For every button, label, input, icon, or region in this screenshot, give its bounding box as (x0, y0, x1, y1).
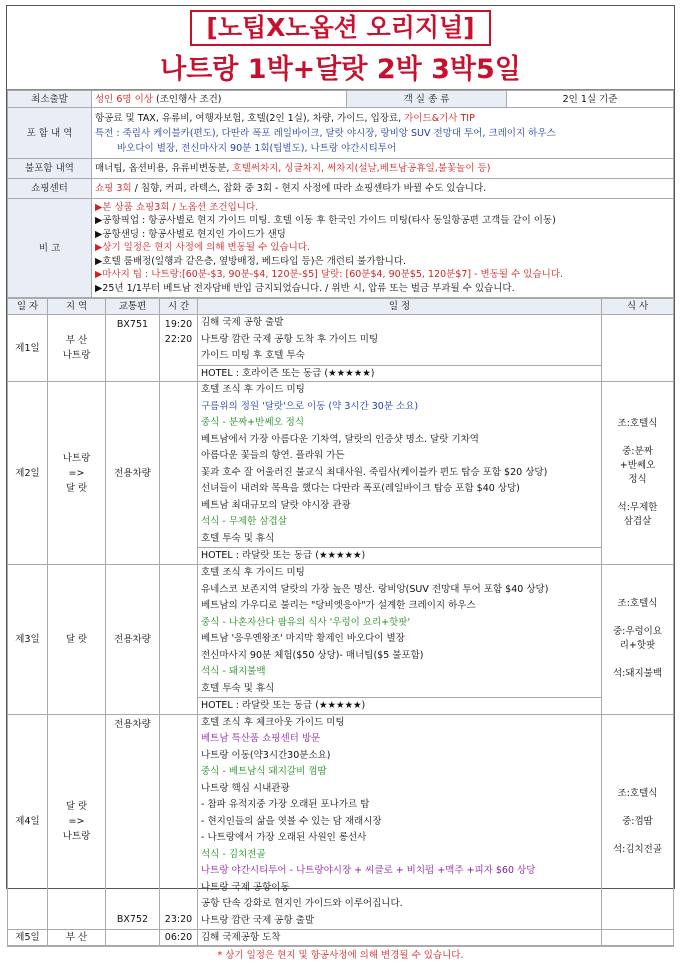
day1-hotel: HOTEL : 호라이즌 또는 동급 (★★★★★) (198, 365, 601, 382)
title-banner (7, 6, 674, 90)
day5-row (8, 930, 674, 946)
day5-schedule: 김해 국제공항 도착 (198, 930, 602, 946)
day3-transport: 전용차량 (106, 565, 160, 715)
min-departure-value: 성인 6명 이상 (조인행사 조건) (92, 91, 347, 108)
day3-hotel: HOTEL : 라달랏 또는 동급 (★★★★★) (198, 697, 601, 714)
room-type-value: 2인 1실 기준 (507, 91, 674, 108)
itinerary-page (6, 5, 675, 961)
day2-schedule: 호텔 조식 후 가이드 미팅 구름위의 정원 '달랏'으로 이동 (약 3시간 30분 소요) 중식 - 분짜+반쎄오 정식 베트남에서 가장 아름다운 기차역, 달랏의 인증샷 명소. 달랏 기차역 아름다운 꽃들의 향연. 플라워 가든 꽃과 호수 잘 어울러진 불교식 최대사원. 죽림사(케이블카 편도 탑승 포함 $20 상당) 선녀들이 내려와 목욕을 했다는 다딴라 폭포(레일바이크 탑승 포함 $40 상당) 베트남 최대규모의 달랏 야시장 관광 석식 - 무제한 삼겹살 호텔 투숙 및 휴식 HOTEL : 라달랏 또는 동급 (★★★★★) (198, 382, 602, 565)
header-day: 일 자 (8, 299, 48, 315)
day4-row (8, 714, 674, 930)
header-schedule: 일 정 (198, 299, 602, 315)
min-departure-label: 최소출발 (8, 91, 92, 108)
title-line1: [노팁X노옵션 오리지널] (190, 10, 490, 46)
day3-schedule: 호텔 조식 후 가이드 미팅 유네스코 보존지역 달랏의 가장 높은 명산. 랑비앙(SUV 전망대 투어 포함 $40 상당) 베트남의 가우디로 불리는 "당비엣응아"가 설계한 크레이지 하우스 중식 - 나혼자산다 팜유의 식사 '우렁이 요리+핫팟' 베트남 '응우옌왕조' 마지막 황제인 바오다이 별장 전신마사지 90분 체험($50 상당)- 매너팁($5 불포함) 석식 - 돼지불백 호텔 투숙 및 휴식 HOTEL : 라달랏 또는 동급 (★★★★★) (198, 565, 602, 715)
shopping-label: 쇼핑센터 (8, 179, 92, 199)
header-meal: 식 사 (602, 299, 674, 315)
day4-times: 23:20 (160, 714, 198, 930)
room-type-label: 객 실 종 류 (347, 91, 507, 108)
day2-label: 제2일 (8, 382, 48, 565)
shopping-value: 쇼핑 3회 / 침향, 커피, 라텍스, 잡화 중 3회 - 현지 사정에 따라 쇼핑센타가 바뀔 수도 있습니다. (92, 179, 674, 199)
day4-area: 달 랏 => 나트랑 (48, 714, 106, 930)
day1-meal (602, 315, 674, 382)
day1-row (8, 315, 674, 382)
exclude-value: 매너팁, 옵션비용, 유류비변동분, 호텔써차지, 싱글차지, 써차지(설날,베트남공휴일,불꽃놀이 등) (92, 159, 674, 179)
day4-transport: 전용차량 BX752 (106, 714, 160, 930)
remarks-value: ▶본 상품 쇼핑3회 / 노옵션 조건입니다. ▶공항픽업 : 항공사별로 현지 가이드 미팅. 호텔 이동 후 한국인 가이드 미팅(타사 동일항공편 고객들 같이 이동) ▶공항샌딩 : 항공사별로 현지인 가이드가 샌딩 ▶상기 일정은 현지 사정에 의해 변동될 수 있습니다. ▶호텔 룸배정(일행과 같은층, 옆방배정, 베드타입 등)은 개런티 불가합니다. ▶마사지 팁 : 나트랑:[60분-$3, 90분-$4, 120분-$5] 달랏: [60분$4, 90분$5, 120분$7] - 변동될 수 있습니다. ▶25년 1/1부터 베트남 전자담배 반입 금지되었습니다. / 위반 시, 압류 또는 벌금 부과될 수 있습니다. (92, 199, 674, 298)
info-table (7, 90, 674, 298)
day1-schedule: 김해 국제 공항 출발 나트랑 깜란 국제 공항 도착 후 가이드 미팅 가이드 미팅 후 호텔 투숙 HOTEL : 호라이즌 또는 동급 (★★★★★) (198, 315, 602, 382)
exclude-label: 불포함 내역 (8, 159, 92, 179)
include-value: 항공료 및 TAX, 유류비, 여행자보험, 호텔(2인 1실), 차량, 가이드, 입장료, 가이드&기사 TIP 특전 : 죽림사 케이블카(편도), 다딴라 폭포 레일바이크, 달랏 야시장, 랑비앙 SUV 전망대 투어, 크레이지 하우스 바오다이 별장, 전신마사지 90분 1회(팁별도), 나트랑 야간시티투어 (92, 108, 674, 159)
day3-times (160, 565, 198, 715)
header-transport: 교통편 (106, 299, 160, 315)
day5-meal (602, 930, 674, 946)
day2-meal: 조:호텔식 중:분짜 +반쎄오 정식 석:무제한 삼겹살 (602, 382, 674, 565)
day5-time: 06:20 (160, 930, 198, 946)
remarks-label: 비 고 (8, 199, 92, 298)
day1-area: 부 산 나트랑 (48, 315, 106, 382)
header-area: 지 역 (48, 299, 106, 315)
day2-transport: 전용차량 (106, 382, 160, 565)
day5-area: 부 산 (48, 930, 106, 946)
day3-label: 제3일 (8, 565, 48, 715)
day5-transport (106, 930, 160, 946)
include-label: 포 함 내 역 (8, 108, 92, 159)
day4-schedule: 호텔 조식 후 체크아웃 가이드 미팅 베트남 특산품 쇼핑센터 방문 나트랑 이동(약3시간30분소요) 중식 - 베트남식 돼지갈비 껌땀 나트랑 핵심 시내관광 - 참파 유적지중 가장 오래된 포나가르 탑 - 현지인들의 삶을 엿볼 수 있는 담 재래시장 - 나트랑에서 가장 오래된 사원인 롱선사 석식 - 김치전골 나트랑 야간시티투어 - 나트랑야시장 + 씨클로 + 비치펍 +맥주 +피자 $60 상당 나트랑 국제 공항이동 공항 단속 강화로 현지인 가이드와 이루어집니다. 나트랑 깜란 국제 공항 출발 (198, 714, 602, 930)
day4-meal: 조:호텔식 중:껌땀 석:김치전골 (602, 714, 674, 930)
day5-label: 제5일 (8, 930, 48, 946)
day2-times (160, 382, 198, 565)
footer-notice: * 상기 일정은 현지 및 항공사정에 의해 변경될 수 있습니다. (7, 946, 674, 964)
day2-row (8, 382, 674, 565)
day2-hotel: HOTEL : 라달랏 또는 동급 (★★★★★) (198, 547, 601, 564)
schedule-table (7, 298, 674, 946)
day3-area: 달 랏 (48, 565, 106, 715)
day1-label: 제1일 (8, 315, 48, 382)
schedule-header-row (8, 299, 674, 315)
day3-meal: 조:호텔식 중:우렁이요 리+핫팟 석:돼지불백 (602, 565, 674, 715)
day1-transport: BX751 (106, 315, 160, 382)
title-line2: 나트랑 1박+달랏 2박 3박5일 (160, 54, 521, 85)
header-time: 시 간 (160, 299, 198, 315)
day2-area: 나트랑 => 달 랏 (48, 382, 106, 565)
day3-row (8, 565, 674, 715)
day4-label: 제4일 (8, 714, 48, 930)
day1-times: 19:20 22:20 (160, 315, 198, 382)
